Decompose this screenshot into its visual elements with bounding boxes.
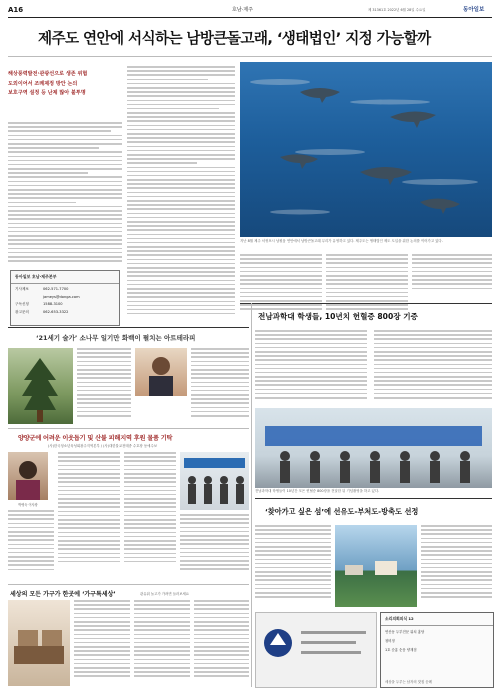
desk-row [15,294,115,302]
story4-headline: 양양군에 어려운 이웃돕기 및 산불 피해지역 후원 물품 기탁 [18,435,173,442]
dolphin-photo [240,62,492,237]
story4-body-col3 [124,452,176,580]
story4-body-col2 [58,452,120,580]
blood-donation-caption: 전남과학대 학생들이 10년간 모은 헌혈증 800장을 전달한 뒤 기념촬영을 하고 있다. [255,489,380,493]
restaurant-box-title: 소리의회외식 12 [381,613,493,626]
story2-body-col1 [255,330,367,404]
furniture-store-photo [8,600,70,686]
section-rule-3 [8,327,249,328]
story5-body-col3 [194,600,249,686]
portrait-name: 박영숙 이사장 [18,503,38,507]
masthead-rule [8,17,492,18]
lead-headline: 제주도 연안에 서식하는 남방큰돌고래, ‘생태법인’ 지정 가능할까 [38,30,431,47]
lead-body-col5 [412,254,492,294]
restaurant-item[interactable]: 청비정 [385,639,395,643]
desk-row: 광고문의 062-653-3322 [15,309,69,314]
section-rule-1 [240,303,492,304]
section-rule-5 [8,584,249,585]
story4-body-col4 [180,514,249,580]
lead-body-col4 [326,254,408,314]
issue-info: 제 31361호 2022년 6월 28일 수요일 [368,8,426,12]
ad-badge [255,612,377,688]
lead-body-col3 [240,254,322,314]
portrait-photo [8,452,48,500]
story5-headline: 세상의 모든 가구가 한곳에 ‘가구특세상’ [10,591,116,598]
desk-box-title: 동아일보 호남·제주본부 [11,271,119,284]
story4-subhead: (사)한국청소년육성회광주지역본부 / (사)대한불교천태종 수호장 동애수보 [48,444,158,448]
brand-logo: 동아일보 [463,7,485,13]
section-label: 호남·제주 [232,7,253,13]
story6-body-col2 [421,525,492,605]
story2-headline: 전남과학대 학생들, 10년치 헌혈증 800장 기증 [258,312,418,321]
blood-donation-photo [255,408,492,488]
story2-body-col2 [374,330,492,404]
restaurant-item[interactable]: 1호 순흥 순음 양재점 [385,648,417,652]
story5-sub: 관유워 놀고가 가려면 들러보세요 [140,592,190,596]
lead-subhead: 해상풍력발전·관광선으로 생존 위협 도외이어서 조례제정 방안 논의 보호구역 설정 등 난제 많아 불투명 [8,71,88,96]
story3-body-col2 [191,348,249,424]
story6-headline: ‘찾아가고 싶은 섬’에 선유도-부처도-방축도 선정 [265,507,419,516]
artist-photo [135,348,187,396]
lead-body-col2 [127,66,235,314]
story3-body-col1 [77,348,131,424]
desk-box [10,270,120,326]
dolphin-caption: 지난 8월 제주 서귀포시 남원읍 연안에서 남방큰돌고래 무리가 유영하고 있다. 제주도는 생태법인 제도 도입을 위한 논의를 이어가고 있다. [240,239,443,243]
headline-rule [8,56,492,57]
restaurant-box-footer: 세상을 두루는 남자의 맛집 순례 [385,680,432,684]
desk-row: 구독신청 1588-3100 [15,302,63,306]
subscription-value[interactable]: 1588-3100 [43,302,63,306]
story5-body-col2 [134,600,190,686]
page-number: A16 [8,6,24,14]
story6-body-col1 [255,525,331,605]
story5-body-col1 [74,600,130,686]
ad-value[interactable]: 062-653-3322 [43,309,69,314]
desk-row: 기사제보 062-571-7700 [15,287,69,291]
dolphin-illustration [240,62,492,237]
phone-value[interactable]: 062-571-7700 [43,287,69,291]
story3-headline: ‘21세기 술가’ 소나무 일기만 화백이 펼치는 아트테라피 [36,334,196,342]
pine-art-photo [8,348,73,424]
section-rule-4 [8,428,249,429]
story4-body-col1 [8,510,54,580]
restaurant-item[interactable]: 연산동 두부전문 위치 홍당 [385,630,425,634]
lead-body-col1 [8,122,122,264]
donation-photo [180,452,249,510]
island-photo [335,525,417,607]
email-value[interactable]: jameys@donga.com [43,294,80,299]
restaurant-box [380,612,494,688]
column-divider [251,303,252,687]
section-rule-2 [255,498,492,499]
